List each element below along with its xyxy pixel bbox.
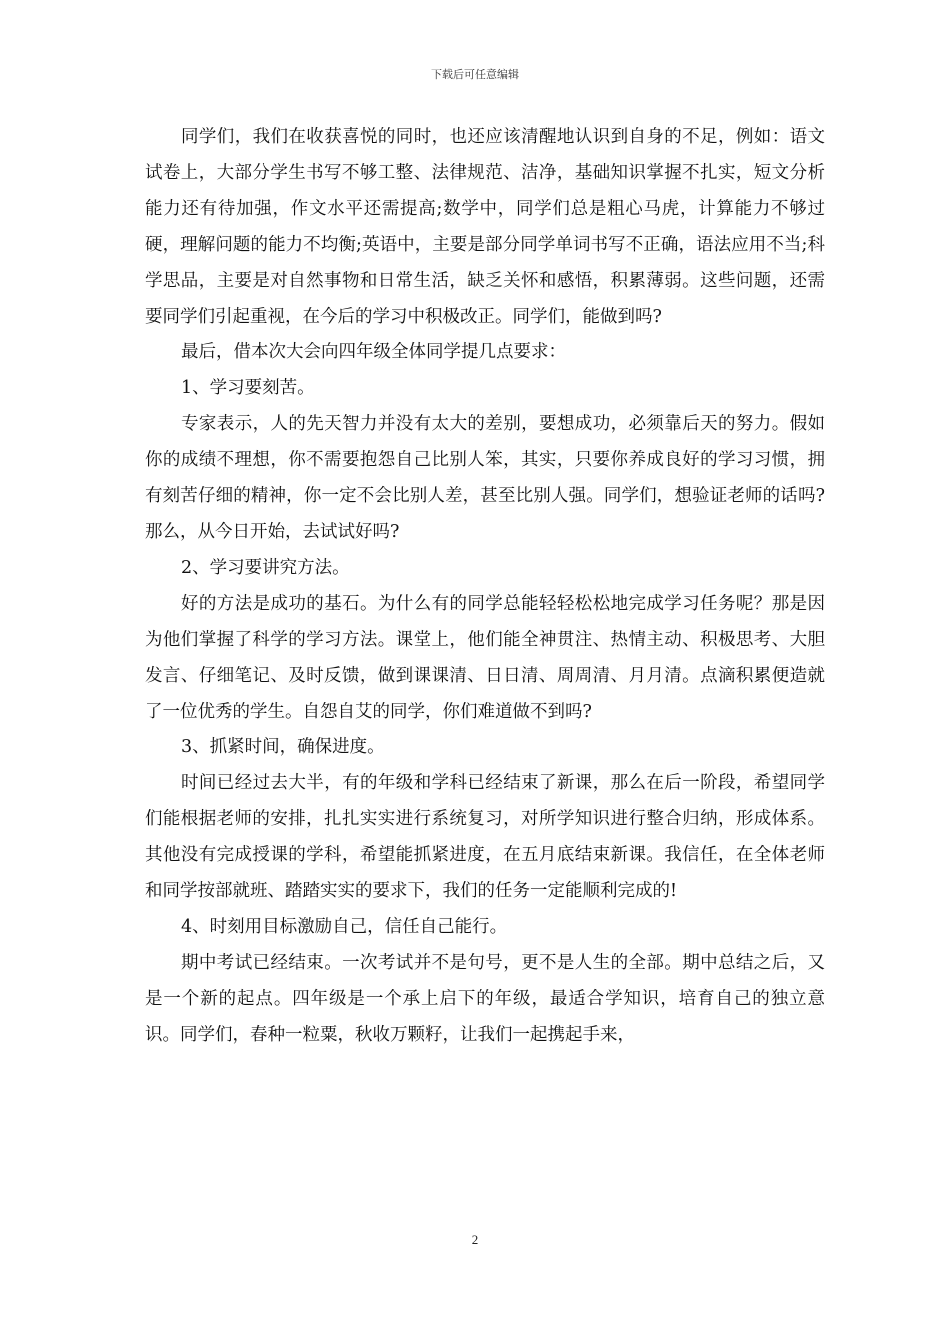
heading-point-2: 2、学习要讲究方法。 [181,557,350,578]
paragraph-shortcomings: 同学们，我们在收获喜悦的同时，也还应该清醒地认识到自身的不足，例如：语文试卷上，大部分学生书写不够工整、法律规范、洁净，基础知识掌握不扎实，短文分析能力还有待加强，作文水平还需提高;数学中，同学们总是粗心马虎，计算能力不够过硬，理解问题的能力不均衡;英语中，主要是部分同学单词书写不正确，语法应用不当;科学思品，主要是对自然事物和日常生活，缺乏关怀和感悟，积累薄弱。这些问题，还需要同学们引起重视，在今后的学习中积极改正。同学们，能做到吗? [145,127,825,327]
heading-point-1: 1、学习要刻苦。 [181,378,315,399]
paragraph-point-2: 好的方法是成功的基石。为什么有的同学总能轻轻松松地完成学习任务呢？那是因为他们掌握了科学的学习方法。课堂上，他们能全神贯注、热情主动、积极思考、大胆发言、仔细笔记、及时反馈，做到课课清、日日清、周周清、月月清。点滴积累便造就了一位优秀的学生。自怨自艾的同学，你们难道做不到吗? [145,593,825,722]
page-header: 下载后可任意编辑 [431,68,519,81]
paragraph-requirements-intro: 最后，借本次大会向四年级全体同学提几点要求： [181,342,566,363]
document-body [145,120,825,1054]
paragraph-point-4: 期中考试已经结束。一次考试并不是句号，更不是人生的全部。期中总结之后，又是一个新的起点。四年级是一个承上启下的年级，最适合学知识，培育自己的独立意识。同学们，春种一粒粟，秋收万颗籽，让我们一起携起手来， [145,952,825,1045]
paragraph-point-3: 时间已经过去大半，有的年级和学科已经结束了新课，那么在后一阶段，希望同学们能根据老师的安排，扎扎实实进行系统复习，对所学知识进行整合归纳，形成体系。其他没有完成授课的学科，希望能抓紧进度，在五月底结束新课。我信任，在全体老师和同学按部就班、踏踏实实的要求下，我们的任务一定能顺利完成的! [145,773,825,902]
page-number: 2 [471,1232,479,1247]
heading-point-4: 4、时刻用目标激励自己，信任自己能行。 [181,916,508,937]
heading-point-3: 3、抓紧时间，确保进度。 [181,737,385,758]
paragraph-point-1: 专家表示，人的先天智力并没有太大的差别，要想成功，必须靠后天的努力。假如你的成绩不理想，你不需要抱怨自己比别人笨，其实，只要你养成良好的学习习惯，拥有刻苦仔细的精神，你一定不会比别人差，甚至比别人强。同学们，想验证老师的话吗?那么，从今日开始，去试试好吗? [145,414,825,542]
